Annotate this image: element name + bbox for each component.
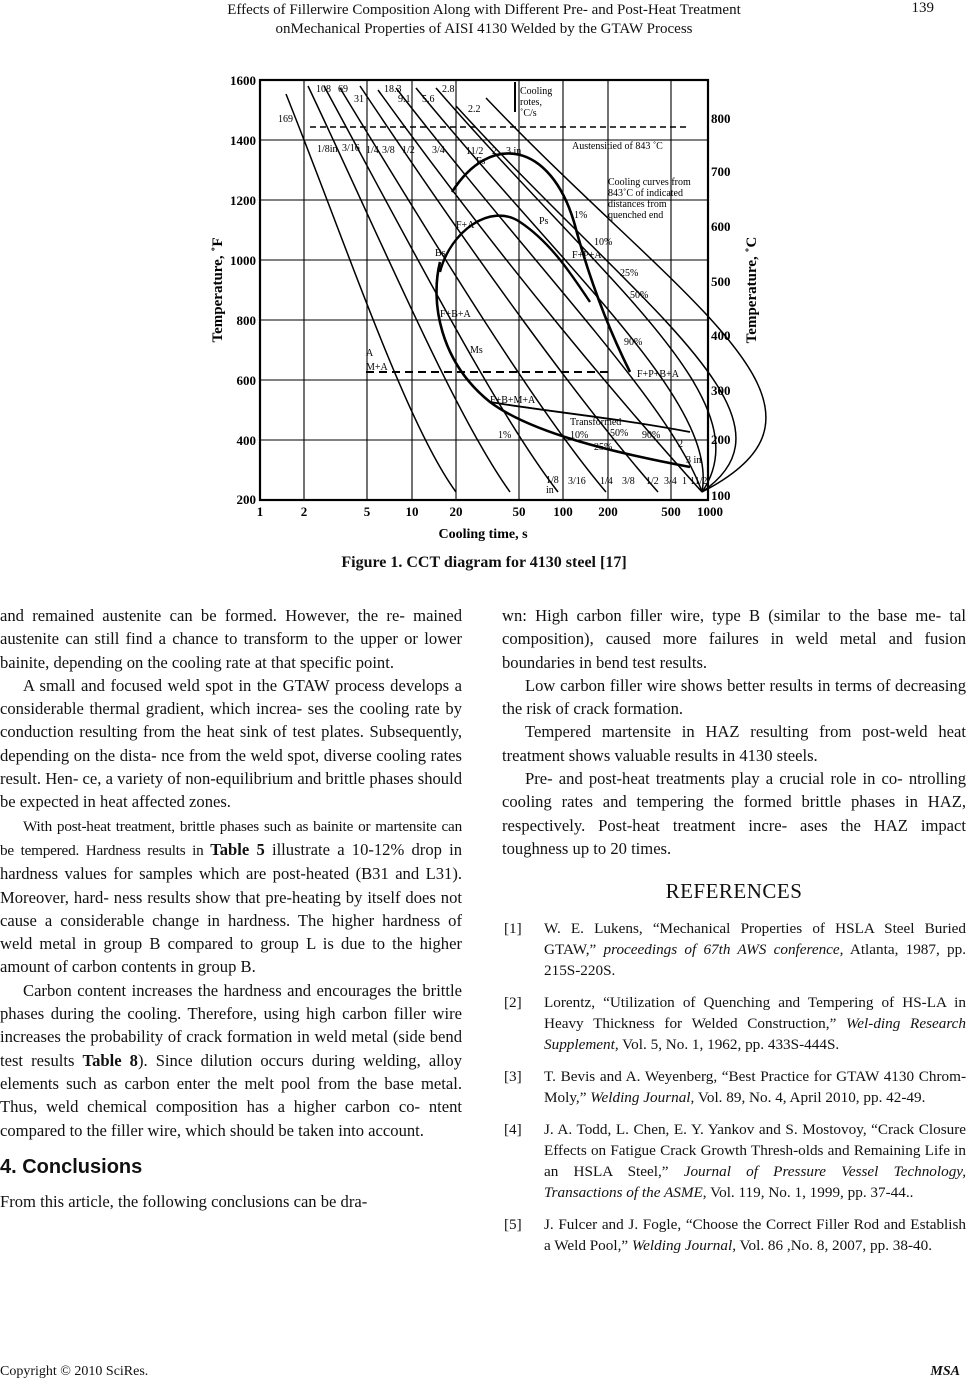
section-heading: 4. Conclusions	[0, 1155, 143, 1178]
paragraph	[0, 979, 462, 1142]
phase-label: Transformed	[570, 417, 622, 428]
right-tick: 300	[711, 383, 731, 398]
reference-text: Atlanta, 1987, pp. 215S-220S.	[544, 941, 966, 980]
right-tick: 100	[711, 488, 731, 503]
reference-item	[502, 1066, 966, 1108]
paragraph: Pre- and post-heat treatments play a crucial role in co- ntrolling cooling rates and tempering the formed brittle phases in HAZ, respectively. Post-heat treatment incre- ases the HAZ impact toughness up to 20 times.	[502, 769, 966, 858]
phase-label: 10%	[570, 430, 589, 441]
phase-label: Fs	[476, 156, 486, 167]
cooling-note: quenched end	[608, 210, 664, 221]
right-tick: 700	[711, 164, 731, 179]
cooling-rates-label: Cooling	[520, 86, 553, 97]
reference-text: T. Bevis and A. Weyenberg, “Best Practice for GTAW 4130 Chrom-Moly,”	[544, 1068, 966, 1107]
reference-text: , Vol. 5, No. 1, 1962, pp. 433S-444S.	[614, 1036, 840, 1054]
footer-journal: MSA	[930, 1364, 960, 1379]
distance-label-bottom: 1/4	[600, 476, 613, 487]
paragraph-text: With post-heat treatment, brittle phases such as bainite or martensite can be tempered. Hardness results in	[0, 817, 462, 859]
cct-diagram-figure	[190, 72, 760, 547]
phase-label: 25%	[620, 268, 639, 279]
x-tick: 5	[363, 504, 371, 519]
paragraph: Tempered martensite in HAZ resulting from post-weld heat treatment shows valuable results in 4130 steels.	[502, 722, 966, 765]
phase-label: M+A	[366, 362, 388, 373]
rate-value: 2.2	[468, 104, 481, 115]
reference-source: proceedings of 67th AWS conference,	[603, 941, 844, 959]
left-tick: 1000	[230, 253, 256, 268]
x-tick: 200	[598, 504, 618, 519]
x-tick: 1	[256, 504, 264, 519]
rate-value: 9.1	[398, 94, 411, 105]
reference-text: Lorentz, “Utilization of Quenching and Tempering of HS-LA in Heavy Thickness for Welded Construction,”	[544, 994, 966, 1033]
reference-number: [2]	[504, 994, 522, 1012]
left-axis-label: Temperature, ˚F	[210, 237, 226, 343]
distance-label: 2	[492, 146, 497, 157]
cooling-note: distances from	[608, 199, 667, 210]
rate-value: 108	[316, 84, 331, 95]
cooling-rates-label: ˚C/s	[520, 108, 537, 119]
right-tick: 800	[711, 111, 731, 126]
austenitized-label: Austensitied of 843 ˚C	[572, 141, 663, 152]
phase-label: 1%	[498, 430, 512, 441]
phase-label: 50%	[610, 428, 629, 439]
distance-label-bottom: 11/2	[690, 476, 708, 487]
reference-text: W. E. Lukens, “Mechanical Properties of HSLA Steel Buried GTAW,”	[544, 920, 966, 959]
cct-diagram	[190, 72, 760, 547]
distance-label: 3/8	[382, 145, 395, 156]
distance-label-bottom: 3/4	[664, 476, 677, 487]
x-tick: 20	[449, 504, 463, 519]
x-tick: 50	[512, 504, 526, 519]
cooling-note: 843˚C of indicated	[608, 188, 683, 199]
reference-source: Welding Journal	[631, 1237, 733, 1255]
rate-value: 31	[354, 94, 364, 105]
reference-source: Welding Journal	[590, 1089, 691, 1107]
reference-text: , Vol. 119, No. 1, 1999, pp. 37-44..	[702, 1184, 914, 1202]
phase-label: 50%	[630, 290, 649, 301]
reference-item	[502, 992, 966, 1055]
left-column	[0, 604, 462, 1213]
rate-value: 5.6	[422, 94, 435, 105]
reference-number: [3]	[504, 1068, 522, 1086]
phase-label: A	[366, 348, 374, 359]
reference-item	[502, 1119, 966, 1203]
phase-label: F+P+B+A	[637, 369, 679, 380]
cooling-note: Cooling curves from	[608, 177, 691, 188]
reference-source: Journal of Pressure Vessel Technology, Transactions of the ASME	[544, 1163, 967, 1202]
distance-label: 1/4	[366, 145, 379, 156]
right-axis-label: Temperature, ˚C	[744, 236, 760, 344]
cooling-rates-label: rotes,	[520, 97, 542, 108]
left-tick: 1600	[230, 73, 256, 88]
paragraph-text: ). Since dilution occurs during welding, alloy elements such as carbon enter the melt pool from the base metal. Thus, weld chemical composition has a higher carbon co- ntent compared to the filler wire, which should be taken into account.	[0, 1050, 462, 1140]
reference-item	[502, 918, 966, 981]
reference-number: [4]	[504, 1121, 522, 1139]
phase-label: Ms	[470, 345, 483, 356]
phase-label: F+A	[456, 220, 475, 231]
x-tick: 10	[405, 504, 419, 519]
distance-label: 3/16	[342, 143, 360, 154]
x-tick: 100	[553, 504, 573, 519]
distance-label: 3/4	[432, 145, 445, 156]
paragraph	[0, 814, 462, 979]
left-tick: 400	[236, 433, 256, 448]
right-column	[502, 604, 966, 1267]
figure-caption: Figure 1. CCT diagram for 4130 steel [17]	[341, 554, 627, 571]
paragraph-text: Carbon content increases the hardness and encourages the brittle phases during the cooling. Therefore, using high carbon filler wire increases the probability of crack formation in weld metal (side bend test results	[0, 980, 462, 1070]
phase-label: 10%	[594, 237, 613, 248]
phase-label: 25%	[594, 442, 613, 453]
reference-item	[502, 1214, 966, 1256]
paragraph: A small and focused weld spot in the GTAW process develops a considerable thermal gradient, which increa- ses the cooling rate by conduction resulting from the heat sink of test plates. Subsequently, depending on the dista- nce from the weld spot, diverse cooling rates result. Hen- ce, a variety of non-equilibrium and brittle phases should be expected in heat affected zones.	[0, 675, 462, 812]
paragraph: Low carbon filler wire shows better results in terms of decreasing the risk of crack formation.	[502, 675, 966, 719]
distance-label-bottom: 1/2	[646, 476, 659, 487]
rate-value: 169	[278, 114, 293, 125]
distance-label: 1/2	[402, 145, 415, 156]
paragraph: and remained austenite can be formed. However, the re- mained austenite can still find a chance to transform to the upper or lower bainite, depending on the cooling rate at that specific point.	[0, 606, 462, 672]
rate-value: 69	[338, 84, 348, 95]
paragraph: From this article, the following conclusions can be dra-	[0, 1191, 368, 1211]
running-header-line2: onMechanical Properties of AISI 4130 Welded by the GTAW Process	[275, 21, 693, 37]
reference-text: , Vol. 86 ,No. 8, 2007, pp. 38-40.	[732, 1237, 933, 1255]
phase-label: Bs	[435, 248, 446, 259]
left-tick: 600	[236, 373, 256, 388]
footer-copyright: Copyright © 2010 SciRes.	[0, 1364, 149, 1379]
left-tick: 1200	[230, 193, 256, 208]
page-number: 139	[911, 0, 934, 16]
distance-label: 1/8in	[317, 144, 338, 155]
distance-label-bottom: in	[546, 485, 554, 496]
references-heading: REFERENCES	[665, 879, 803, 904]
phase-label: F+B+M+A	[490, 395, 536, 406]
x-tick: 500	[661, 504, 681, 519]
x-tick: 2	[300, 504, 308, 519]
phase-label: 90%	[642, 430, 661, 441]
rate-value: 18.3	[384, 84, 402, 95]
distance-label: 11/2	[466, 146, 484, 157]
table-reference: Table 8	[82, 1050, 138, 1070]
reference-text: , Vol. 89, No. 4, April 2010, pp. 42-49.	[690, 1089, 926, 1107]
phase-label: 90%	[624, 337, 643, 348]
left-tick: 200	[236, 492, 256, 507]
paragraph-text: illustrate a 10-12% drop in hardness values for samples which are post-heated (B31 and L31). Moreover, hard- ness results show that pre-heating by itself does not cause a considerable change in hardness. The higher hardness of weld metal in group B compared to group L is due to the higher amount of carbon contents in group B.	[0, 839, 463, 977]
rate-value: 2.8	[442, 84, 455, 95]
reference-number: [1]	[504, 920, 522, 938]
paragraph: wn: High carbon filler wire, type B (similar to the base me- tal composition), caused more failures in weld metal and fusion boundaries in bend test results.	[502, 606, 966, 672]
left-tick: 800	[236, 313, 256, 328]
phase-label: 3 in	[686, 455, 702, 466]
table-reference: Table 5	[210, 839, 265, 859]
reference-text: J. Fulcer and J. Fogle, “Choose the Correct Filler Rod and Establish a Weld Pool,”	[544, 1216, 966, 1255]
distance-label-bottom: 3/16	[568, 476, 586, 487]
x-axis-label: Cooling time, s	[438, 527, 528, 542]
phase-label: F+P+A	[572, 250, 602, 261]
ferrite-start-curve	[452, 153, 630, 372]
distance-label-bottom: 3/8	[622, 476, 635, 487]
distance-label-bottom: 1	[682, 476, 687, 487]
reference-source: Wel-ding Research Supplement	[544, 1015, 966, 1054]
phase-label: Ps	[539, 216, 549, 227]
running-header-line1: Effects of Fillerwire Composition Along with Different Pre- and Post-Heat Treatment	[227, 2, 741, 18]
reference-text: J. A. Todd, L. Chen, E. Y. Yankov and S. Mostovoy, “Crack Closure Effects on Fatigue Crack Growth Thresh-olds and Remaining Life in an HSLA Steel,”	[544, 1121, 966, 1181]
phase-label: 1%	[574, 210, 588, 221]
left-tick: 1400	[230, 133, 256, 148]
reference-number: [5]	[504, 1216, 522, 1234]
phase-label: F+B+A	[440, 309, 471, 320]
right-tick: 600	[711, 219, 731, 234]
distance-label-bottom: 1/8	[546, 475, 559, 486]
right-tick: 500	[711, 274, 731, 289]
right-tick: 200	[711, 432, 731, 447]
phase-label: 2	[678, 439, 683, 450]
distance-label: 3 in	[506, 146, 522, 157]
right-tick: 400	[711, 328, 731, 343]
x-tick: 1000	[697, 504, 723, 519]
